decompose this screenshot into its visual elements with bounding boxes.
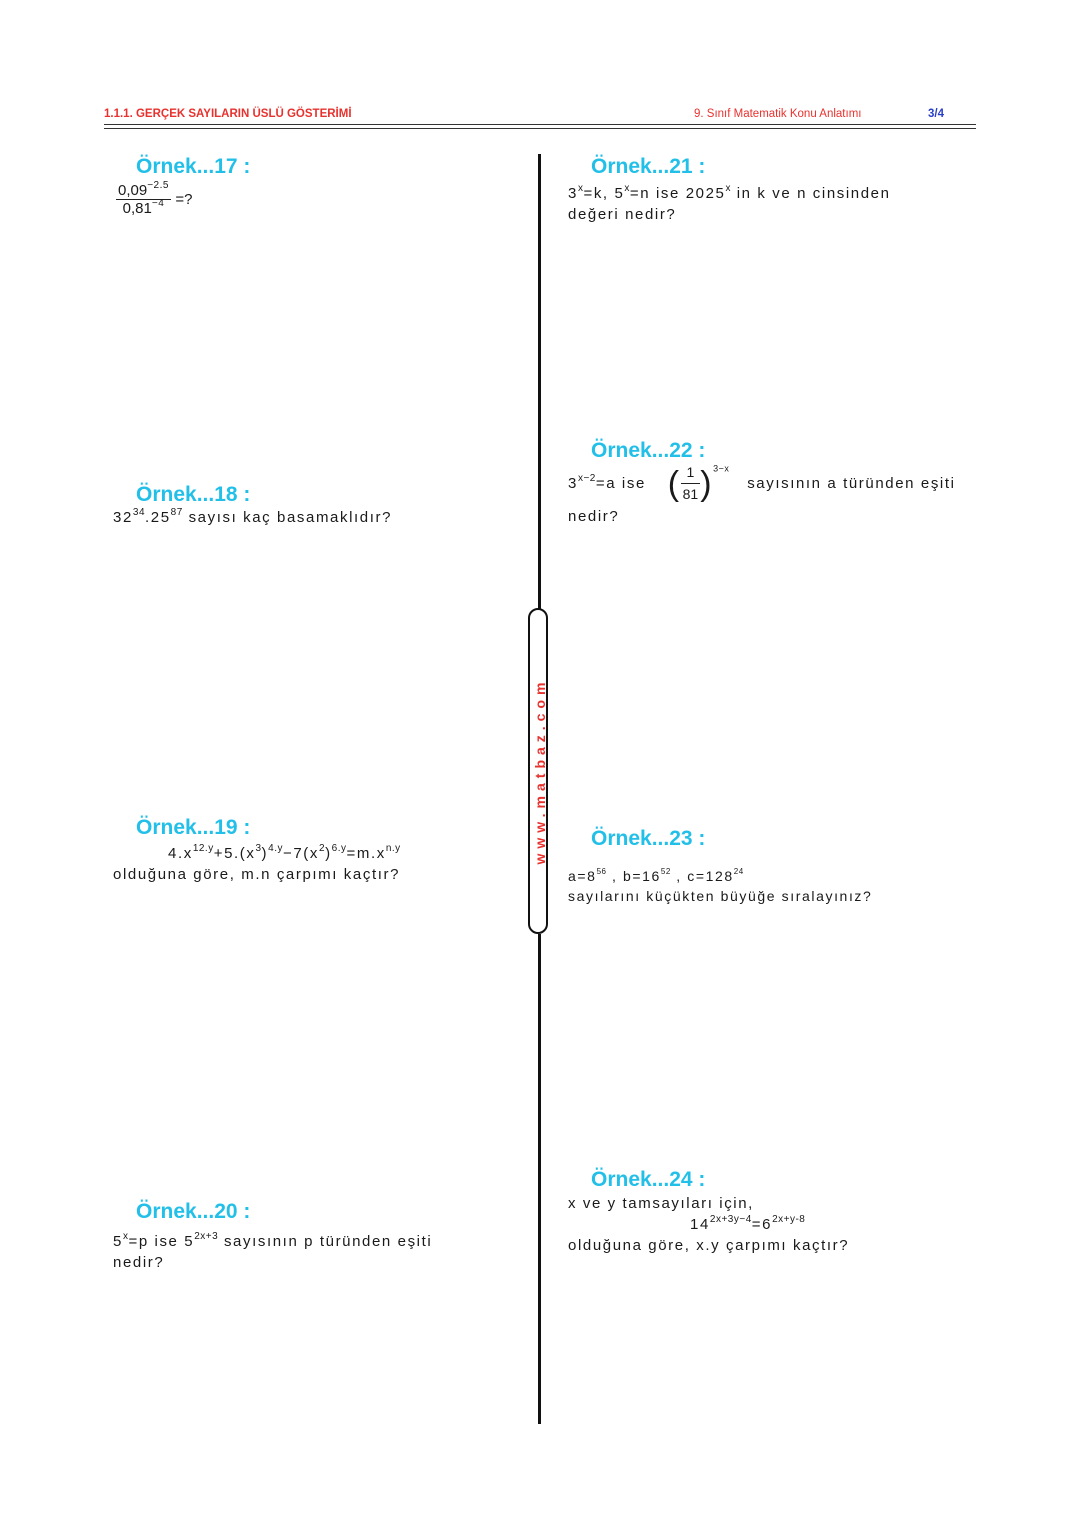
page-number: 3/4: [928, 108, 944, 120]
example-text: olduğuna göre, m.n çarpımı kaçtır?: [113, 866, 401, 883]
example-title: Örnek...18 :: [136, 483, 251, 506]
header-rule: [104, 124, 976, 125]
example-equation: $4.x^{12.y}+5.(x^3)^{4.y}-7(x^2)^{6.y}=m.x^{n.y}$: [168, 843, 401, 862]
example-17: [136, 155, 250, 179]
example-21-body: [568, 183, 891, 225]
example-title: Örnek...23 :: [591, 827, 706, 850]
example-title: Örnek...17 :: [136, 155, 251, 178]
column-divider-top: [538, 154, 541, 610]
fraction: $\frac{1}{81}$: [682, 464, 699, 502]
example-title: Örnek...22 :: [591, 439, 706, 462]
example-text: $5^x=p$ ise $5^{2x+3}$ sayısının p türünden eşiti: [113, 1231, 433, 1250]
example-24: [591, 1168, 705, 1192]
example-text: sayılarını küçükten büyüğe sıralayınız?: [568, 888, 873, 904]
example-text: olduğuna göre, x.y çarpımı kaçtır?: [568, 1237, 850, 1254]
example-equation: $14^{2x+3y-4}=6^{2x+y-8}$: [690, 1214, 806, 1233]
fraction: $\frac{0,09^{-2.5}}{0,81^{-4}}$: [118, 180, 169, 217]
example-title: Örnek...24 :: [591, 1168, 706, 1191]
watermark-text: www.matbaz.com: [532, 677, 548, 865]
example-text: $a=8^{56}$ , $b=16^{52}$ , $c=128^{24}$: [568, 867, 744, 884]
example-text: nedir?: [568, 508, 620, 525]
example-title: Örnek...20 :: [136, 1200, 251, 1223]
example-text: $3^x=k$, $5^x=n$ ise 2025$^x$ in k ve n cinsinden: [568, 183, 891, 202]
example-23-body: [568, 866, 872, 906]
example-19: [136, 816, 250, 840]
example-23: [591, 827, 705, 851]
example-17-body: $\frac{0,09^{-2.5}}{0,81^{-4}}$ =?: [118, 180, 193, 217]
example-18-body: [113, 507, 392, 528]
column-divider-bottom: [538, 934, 541, 1424]
chapter-title: 1.1.1. GERÇEK SAYILARIN ÜSLÜ GÖSTERİMİ: [104, 108, 352, 120]
example-18: [136, 483, 250, 507]
header-rule-double: [104, 128, 976, 129]
example-title: Örnek...21 :: [591, 155, 706, 178]
example-text: $3^{x-2}=a$ ise ( $\frac{1}{81}$ )$^{3-x}$ sayısının a türünden eşiti: [568, 462, 956, 508]
example-text: değeri nedir?: [568, 206, 677, 223]
example-text: $32^{34}.25^{87}$ sayısı kaç basamaklıdır?: [113, 507, 393, 526]
example-title: Örnek...19 :: [136, 816, 251, 839]
example-22: [591, 439, 705, 463]
example-20-body: [113, 1231, 432, 1273]
example-20: [136, 1200, 250, 1224]
example-text: nedir?: [113, 1254, 165, 1271]
example-21: [591, 155, 705, 179]
example-text: x ve y tamsayıları için,: [568, 1195, 754, 1212]
example-19-body: [113, 843, 401, 885]
example-22-body: [568, 462, 956, 527]
example-24-body: [568, 1193, 849, 1256]
course-title: 9. Sınıf Matematik Konu Anlatımı: [694, 108, 862, 120]
